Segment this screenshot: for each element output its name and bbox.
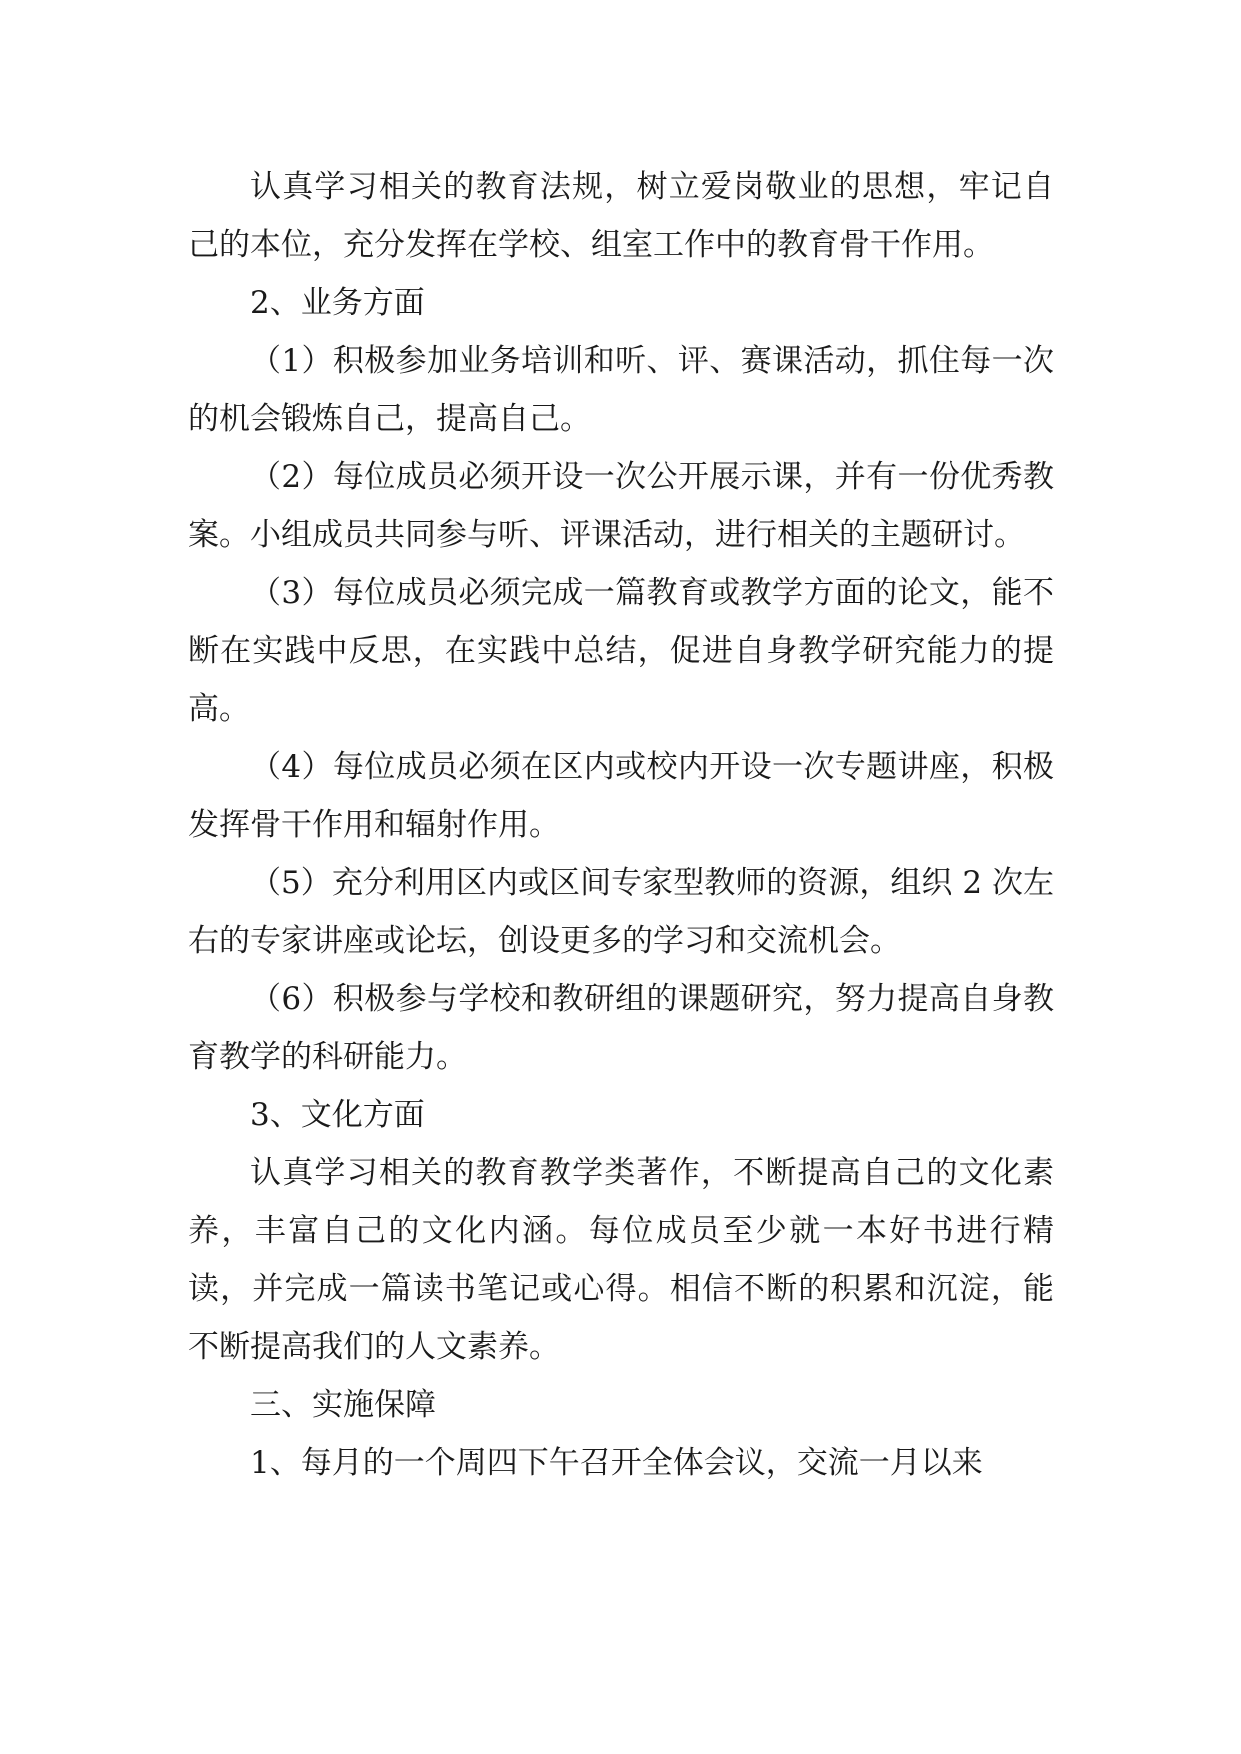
paragraph-item-5: （5）充分利用区内或区间专家型教师的资源，组织 2 次左右的专家讲座或论坛，创设更多的学习和交流机会。: [188, 865, 1054, 959]
section-heading-implementation: 三、实施保障: [250, 1387, 436, 1423]
paragraph-item-4: （4）每位成员必须在区内或校内开设一次专题讲座，积极发挥骨干作用和辐射作用。: [188, 749, 1054, 843]
section-heading-business: 2、业务方面: [250, 285, 425, 321]
section-heading-culture: 3、文化方面: [250, 1097, 425, 1133]
paragraph-item-6: （6）积极参与学校和教研组的课题研究，努力提高自身教育教学的科研能力。: [188, 981, 1054, 1075]
paragraph-monthly-meeting: 1、每月的一个周四下午召开全体会议，交流一月以来: [250, 1445, 983, 1481]
paragraph-item-3: （3）每位成员必须完成一篇教育或教学方面的论文，能不断在实践中反思，在实践中总结，促进自身教学研究能力的提高。: [188, 575, 1054, 727]
paragraph-study-regulations: 认真学习相关的教育法规，树立爱岗敬业的思想，牢记自己的本位，充分发挥在学校、组室工作中的教育骨干作用。: [188, 169, 1054, 263]
paragraph-item-1: （1）积极参加业务培训和听、评、赛课活动，抓住每一次的机会锻炼自己，提高自己。: [188, 343, 1054, 437]
document-body: [188, 158, 1054, 1492]
paragraph-culture-study: 认真学习相关的教育教学类著作，不断提高自己的文化素养，丰富自己的文化内涵。每位成员至少就一本好书进行精读，并完成一篇读书笔记或心得。相信不断的积累和沉淀，能不断提高我们的人文素养。: [188, 1155, 1054, 1365]
paragraph-item-2: （2）每位成员必须开设一次公开展示课，并有一份优秀教案。小组成员共同参与听、评课活动，进行相关的主题研讨。: [188, 459, 1054, 553]
